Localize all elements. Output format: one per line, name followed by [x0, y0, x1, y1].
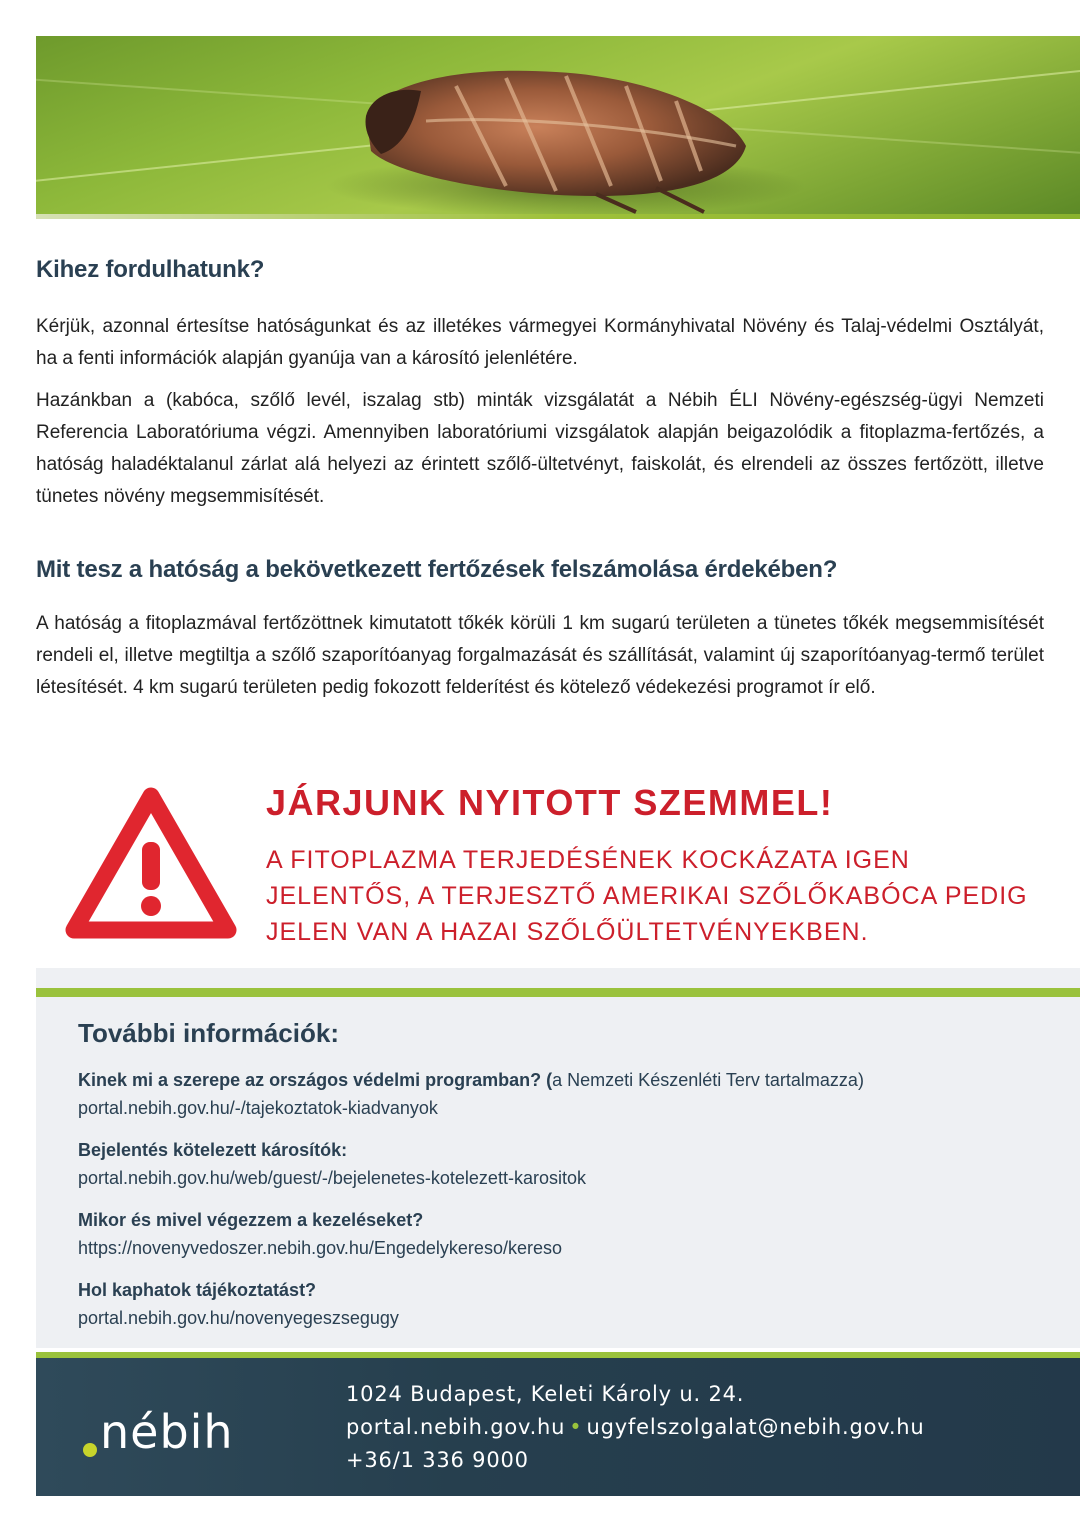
- footer-address: 1024 Budapest, Keleti Károly u. 24.: [346, 1382, 745, 1406]
- footer-phone: +36/1 336 9000: [346, 1448, 529, 1472]
- paragraph: Kérjük, azonnal értesítse hatóságunkat és az illetékes vármegyei Kormányhivatal Növény és Talaj-védelmi Osztályát, ha a fenti információk alapján gyanúja van a károsító jelenlétére.: [36, 316, 1044, 369]
- info-question: Mikor és mivel végezzem a kezeléseket?: [78, 1210, 424, 1230]
- warning-text: A FITOPLAZMA TERJEDÉSÉNEK KOCKÁZATA IGEN JELENTŐS, A TERJESZTŐ AMERIKAI SZŐLŐKABÓCA PEDIG JELEN VAN A HAZAI SZŐLŐÜLTETVÉNYEKBEN.: [266, 846, 1028, 946]
- info-link[interactable]: https://novenyvedoszer.nebih.gov.hu/Engedelykereso/kereso: [78, 1238, 562, 1258]
- bullet-separator: •: [569, 1415, 583, 1439]
- info-question: Hol kaphatok tájékoztatást?: [78, 1280, 317, 1300]
- footer-website[interactable]: portal.nebih.gov.hu: [346, 1415, 566, 1439]
- info-title: További információk:: [78, 1018, 339, 1048]
- info-item: [78, 1276, 1038, 1332]
- footer-contact: [346, 1378, 925, 1477]
- section-authority-body: [36, 608, 1044, 704]
- section-contacts: [36, 256, 1044, 284]
- nebih-logo: [80, 1398, 250, 1462]
- leafhopper-image: [36, 36, 1080, 214]
- section-contacts-body: [36, 311, 1044, 513]
- info-box-divider: [36, 988, 1080, 997]
- info-note: a Nemzeti Készenléti Terv tartalmazza): [552, 1070, 864, 1090]
- info-link[interactable]: portal.nebih.gov.hu/novenyegeszsegugy: [78, 1308, 399, 1328]
- svg-text:nébih: nébih: [100, 1405, 234, 1459]
- warning-title: JÁRJUNK NYITOTT SZEMMEL!: [266, 782, 834, 823]
- paragraph: A hatóság a fitoplazmával fertőzöttnek kimutatott tőkék körüli 1 km sugarú területen a tünetes tőkék megsemmisítését rendeli el, illetve megtiltja a szőlő szaporítóanyag forgalmazását és szállítását, valamint új szaporítóanyag-termő terület létesítését. 4 km sugarú területen pedig fokozott felderítést és kötelező védekezési programot ír elő.: [36, 613, 1044, 698]
- section-authority: [36, 556, 1044, 584]
- hero-photo: [36, 36, 1080, 214]
- info-question: Bejelentés kötelezett károsítók:: [78, 1140, 348, 1160]
- info-item: [78, 1066, 1038, 1122]
- paragraph: Hazánkban a (kabóca, szőlő levél, iszalag stb) minták vizsgálatát a Nébih ÉLI Növény-egészség-ügyi Nemzeti Referencia Laboratóriuma végzi. Amennyiben laboratóriumi vizsgálatok alapján beigazolódik a fitoplazma-fertőzés, a hatóság haladéktalanul zárlat alá helyezi az érintett szőlő-ültetvényt, faiskolát, és elrendeli az összes fertőzött, illetve tünetes növény megsemmisítését.: [36, 390, 1044, 507]
- info-question: Kinek mi a szerepe az országos védelmi programban? (: [78, 1070, 553, 1090]
- section-heading: Kihez fordulhatunk?: [36, 256, 265, 283]
- warning-triangle-icon: [62, 784, 240, 944]
- info-item: [78, 1206, 1038, 1262]
- info-item: [78, 1136, 1038, 1192]
- footer-email[interactable]: ugyfelszolgalat@nebih.gov.hu: [586, 1415, 925, 1439]
- info-link[interactable]: portal.nebih.gov.hu/web/guest/-/bejelenetes-kotelezett-karositok: [78, 1168, 586, 1188]
- section-heading: Mit tesz a hatóság a bekövetkezett fertőzések felszámolása érdekében?: [36, 556, 838, 583]
- hero-divider: [36, 214, 1080, 219]
- info-link[interactable]: portal.nebih.gov.hu/-/tajekoztatok-kiadvanyok: [78, 1098, 438, 1118]
